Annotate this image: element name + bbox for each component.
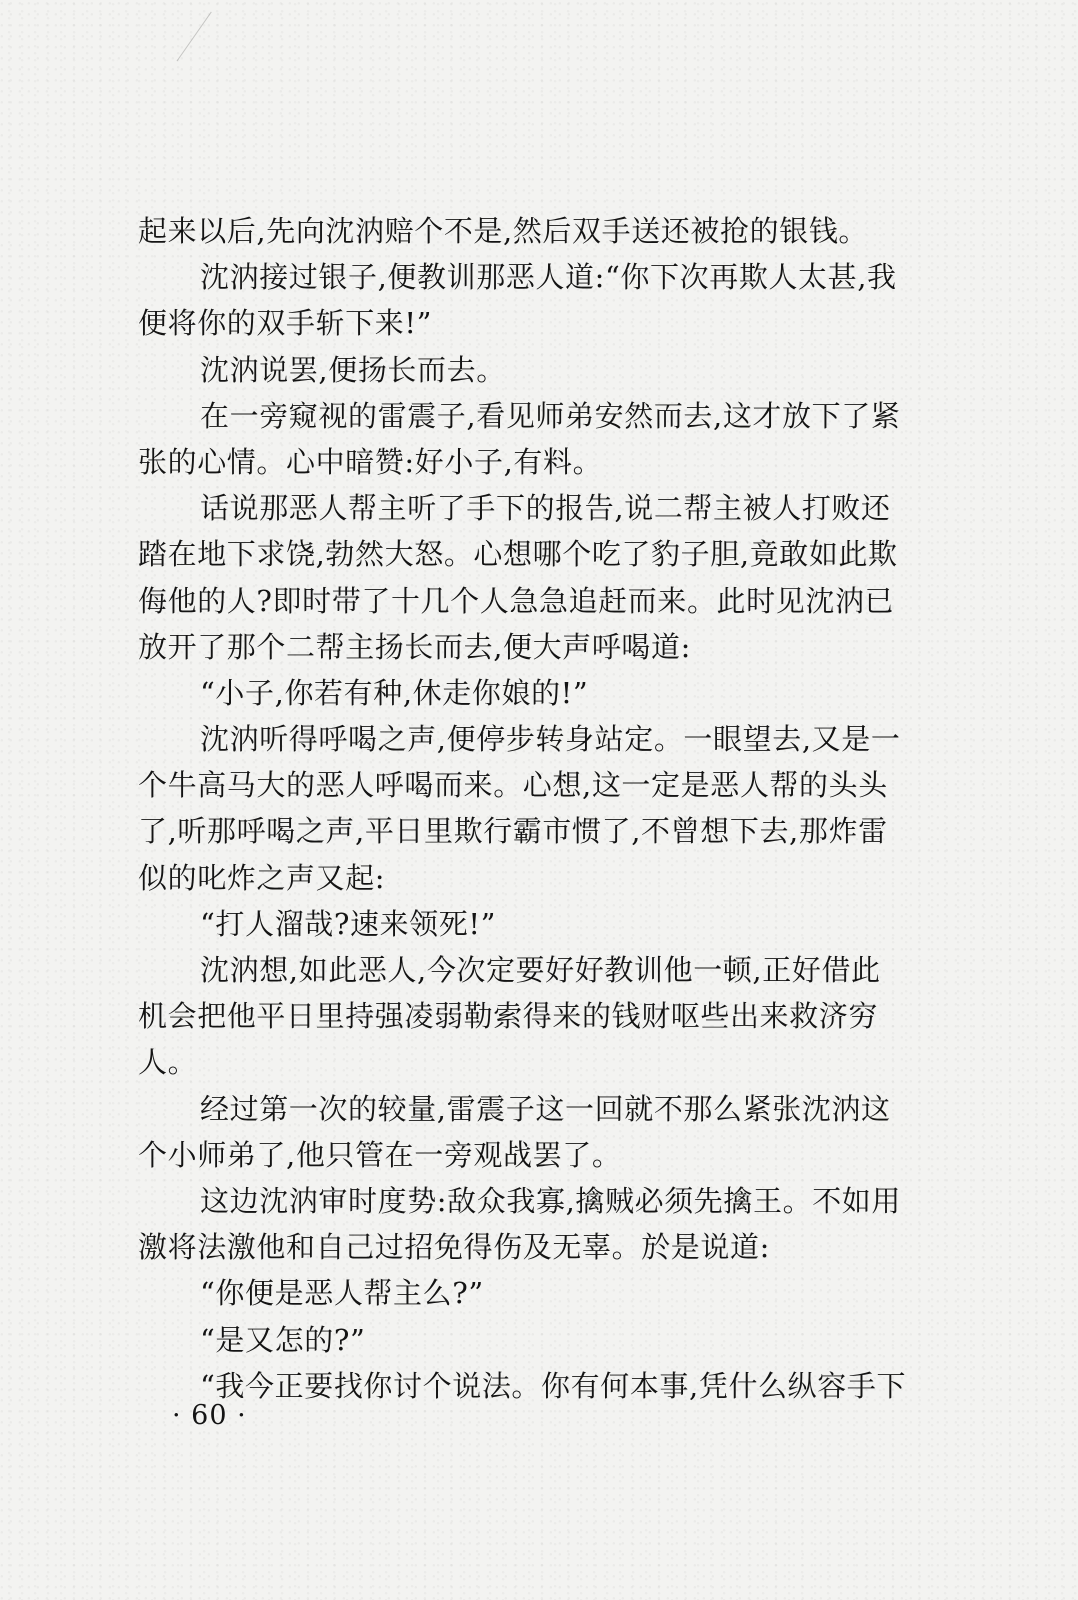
text-line: 这边沈汭审时度势:敌众我寡,擒贼必须先擒王。不如用 [200,1183,901,1218]
text-line: 机会把他平日里持强凌弱勒索得来的钱财呕些出来救济穷 [138,999,879,1034]
text-line: “打人溜哉?速来领死!” [200,906,497,941]
text-line: 个牛高马大的恶人呼喝而来。心想,这一定是恶人帮的头头 [138,768,888,803]
text-line: 沈汭接过银子,便教训那恶人道:“你下次再欺人太甚,我 [200,260,897,295]
text-line: 便将你的双手斩下来!” [138,306,433,341]
text-line: 起来以后,先向沈汭赔个不是,然后双手送还被抢的银钱。 [138,214,869,248]
text-line: 侮他的人?即时带了十几个人急急追赶而来。此时见沈汭已 [138,583,895,618]
text-line: 人。 [138,1045,198,1080]
text-line: 沈汭听得呼喝之声,便停步转身站定。一眼望去,又是一 [200,722,901,757]
scan-smudge [177,12,245,85]
text-line: 踏在地下求饶,勃然大怒。心想哪个吃了豹子胆,竟敢如此欺 [138,537,898,572]
text-line: 似的叱炸之声又起: [138,860,386,895]
text-line: 个小师弟了,他只管在一旁观战罢了。 [138,1137,622,1172]
text-line: 了,听那呼喝之声,平日里欺行霸市惯了,不曾想下去,那炸雷 [138,814,888,849]
text-line: 在一旁窥视的雷震子,看见师弟安然而去,这才放下了紧 [200,398,901,433]
text-line: “我今正要找你讨个说法。你有何本事,凭什么纵容手下 [200,1368,907,1403]
text-line: 激将法激他和自己过招免得伤及无辜。於是说道: [138,1230,770,1265]
text-line: “小子,你若有种,休走你娘的!” [200,675,589,710]
text-line: 放开了那个二帮主扬长而去,便大声呼喝道: [138,629,691,664]
text-line: “你便是恶人帮主么?” [200,1276,484,1311]
text-line: 经过第一次的较量,雷震子这一回就不那么紧张沈汭这 [200,1091,891,1126]
text-line: 沈汭想,如此恶人,今次定要好好教训他一顿,正好借此 [200,953,881,987]
text-line: “是又怎的?” [200,1322,366,1357]
text-line: 话说那恶人帮主听了手下的报告,说二帮主被人打败还 [200,491,891,526]
body-text [138,208,958,1409]
page-number: · 60 · [172,1400,247,1431]
text-line: 沈汭说罢,便扬长而去。 [200,352,506,387]
text-line: 张的心情。心中暗赞:好小子,有料。 [138,444,603,479]
